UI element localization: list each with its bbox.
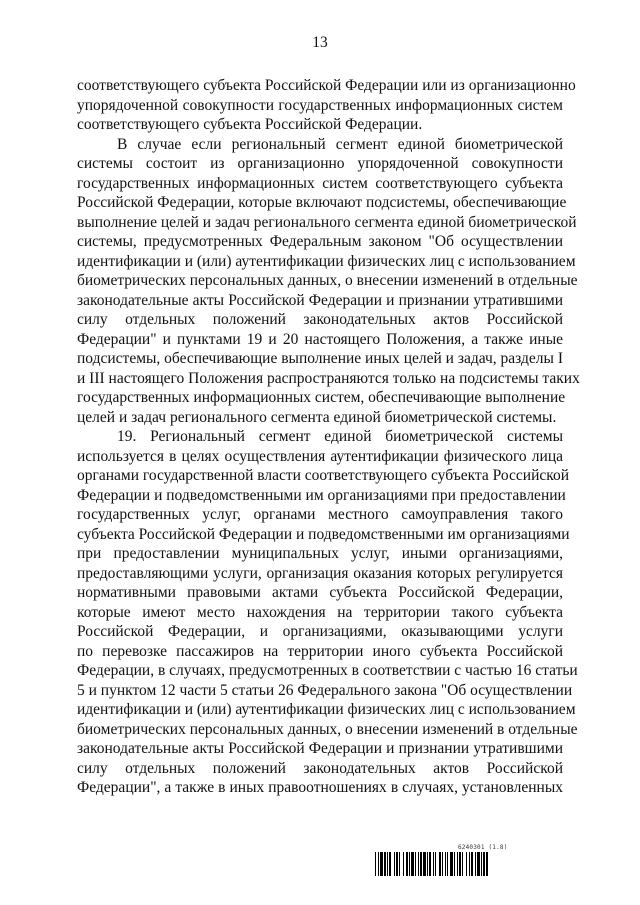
text-line: идентификации и (или) аутентификации физических лиц с использованием bbox=[77, 701, 576, 718]
page-number: 13 bbox=[312, 34, 328, 51]
text-line: системы состоит из организационно упорядоченной совокупности bbox=[77, 155, 563, 172]
text-line: соответствующего субъекта Российской Федерации или из организационно bbox=[77, 77, 576, 94]
text-line: и III настоящего Положения распространяются только на подсистемы таких bbox=[77, 369, 580, 387]
text-line: предоставляющими услуги, организация оказания которых регулируется bbox=[77, 564, 563, 582]
text-line: Федерации, в случаях, предусмотренных в соответствии с частью 16 статьи bbox=[77, 662, 578, 679]
text-line: Российской Федерации, и организациями, оказывающими услуги bbox=[77, 623, 563, 640]
text-line: органами государственной власти соответствующего субъекта Российской bbox=[77, 467, 570, 484]
text-line: при предоставлении муниципальных услуг, иными организациями, bbox=[77, 545, 563, 562]
text-line: Федерации" и пунктами 19 и 20 настоящего Положения, а также иные bbox=[77, 330, 563, 348]
text-line: Федерации и подведомственными им организациями при предоставлении bbox=[77, 486, 566, 504]
text-line: биометрических персональных данных, о внесении изменений в отдельные bbox=[77, 720, 578, 738]
text-line: подсистемы, обеспечивающие выполнение иных целей и задач, разделы I bbox=[77, 350, 563, 367]
text-line: государственных информационных систем соответствующего субъекта bbox=[77, 174, 563, 192]
text-line: по перевозке пассажиров на территории иного субъекта Российской bbox=[77, 642, 563, 660]
text-line: системы, предусмотренных Федеральным законом "Об осуществлении bbox=[77, 233, 563, 250]
text-line: идентификации и (или) аутентификации физических лиц с использованием bbox=[77, 252, 576, 270]
text-line: которые имеют место нахождения на территории такого субъекта bbox=[77, 603, 563, 621]
text-line: 5 и пунктом 12 части 5 статьи 26 Федерального закона "Об осуществлении bbox=[77, 681, 573, 699]
text-line: выполнение целей и задач регионального сегмента единой биометрической bbox=[77, 213, 577, 231]
text-line: Российской Федерации, которые включают подсистемы, обеспечивающие bbox=[77, 194, 567, 211]
document-body bbox=[77, 76, 580, 798]
text-line: субъекта Российской Федерации и подведомственными им организациями bbox=[77, 525, 570, 543]
text-line: Федерации", а также в иных правоотношениях в случаях, установленных bbox=[77, 779, 563, 796]
text-line: 19. Региональный сегмент единой биометрической системы bbox=[117, 428, 563, 445]
text-line: нормативными правовыми актами субъекта Российской Федерации, bbox=[77, 584, 563, 601]
document-code: 6240301 (1.8) bbox=[458, 844, 508, 851]
text-line: государственных услуг, органами местного самоуправления такого bbox=[77, 506, 563, 523]
text-line: целей и задач регионального сегмента единой биометрической системы. bbox=[77, 408, 557, 426]
text-line: соответствующего субъекта Российской Федерации. bbox=[77, 116, 423, 133]
text-line: законодательные акты Российской Федерации и признании утратившими bbox=[77, 740, 563, 757]
text-line: силу отдельных положений законодательных актов Российской bbox=[77, 759, 563, 777]
text-line: биометрических персональных данных, о внесении изменений в отдельные bbox=[77, 272, 578, 289]
text-line: силу отдельных положений законодательных актов Российской bbox=[77, 311, 563, 328]
barcode-icon bbox=[375, 852, 565, 876]
text-line: государственных информационных систем, обеспечивающие выполнение bbox=[77, 389, 566, 406]
text-line: используется в целях осуществления аутентификации физического лица bbox=[77, 447, 563, 465]
text-line: упорядоченной совокупности государственных информационных систем bbox=[77, 96, 563, 114]
text-line: законодательные акты Российской Федерации и признании утратившими bbox=[77, 291, 563, 309]
text-line: В случае если региональный сегмент единой биометрической bbox=[117, 135, 563, 153]
